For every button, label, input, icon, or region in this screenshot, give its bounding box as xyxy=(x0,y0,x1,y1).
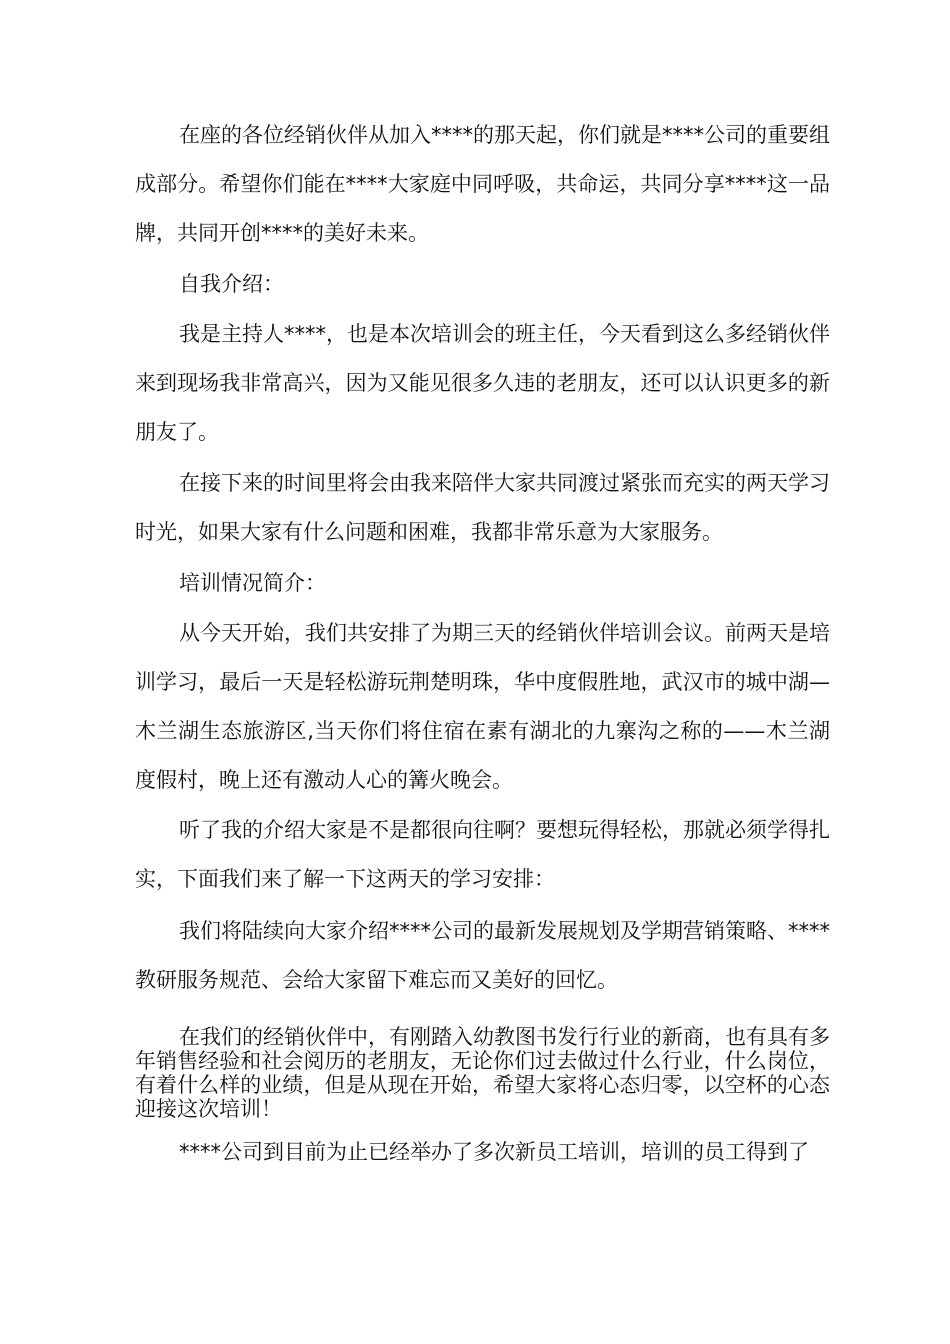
paragraph-company-training: ****公司到目前为止已经举办了多次新员工培训，培训的员工得到了 xyxy=(179,1140,809,1164)
paragraph-welcome: 在座的各位经销伙伴从加入****的那天起，你们就是****公司的重要组成部分。希望你们能在****大家庭中同呼吸，共命运，共同分享****这一品牌，共同开创****的美好未来。 xyxy=(135,123,830,245)
heading-training-overview: 培训情况简介： xyxy=(179,571,326,595)
paragraph-arrangement: 听了我的介绍大家是不是都很向往啊？要想玩得轻松，那就必须学得扎实，下面我们来了解一下这两天的学习安排： xyxy=(135,818,830,891)
paragraph-introduction-plan: 我们将陆续向大家介绍****公司的最新发展规划及学期营销策略、****教研服务规范、会给大家留下难忘而又美好的回忆。 xyxy=(135,919,830,992)
paragraph-host-intro: 我是主持人****，也是本次培训会的班主任，今天看到这么多经销伙伴来到现场我非常高兴，因为又能见很多久违的老朋友，还可以认识更多的新朋友了。 xyxy=(135,322,830,444)
paragraph-accompany: 在接下来的时间里将会由我来陪伴大家共同渡过紧张而充实的两天学习时光，如果大家有什么问题和困难，我都非常乐意为大家服务。 xyxy=(135,471,830,544)
heading-self-intro: 自我介绍： xyxy=(179,272,284,296)
paragraph-partners: 在我们的经销伙伴中，有刚踏入幼教图书发行行业的新商，也有具有多年销售经验和社会阅历的老朋友，无论你们过去做过什么行业，什么岗位，有着什么样的业绩，但是从现在开始，希望大家将心态归零，以空杯的心态迎接这次培训！ xyxy=(135,1025,830,1121)
paragraph-schedule: 从今天开始，我们共安排了为期三天的经销伙伴培训会议。前两天是培训学习，最后一天是轻松游玩荆楚明珠，华中度假胜地，武汉市的城中湖—木兰湖生态旅游区,当天你们将住宿在素有湖北的九寨沟之称的——木兰湖度假村，晚上还有激动人心的篝火晚会。 xyxy=(135,621,830,792)
